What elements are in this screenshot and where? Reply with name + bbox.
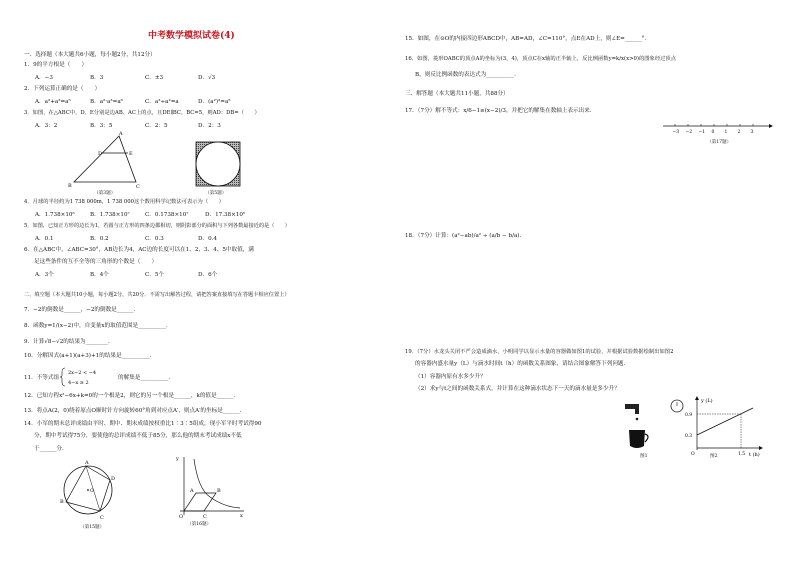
q6-option-a: A．3个 [35, 272, 54, 278]
x-arrow-icon [759, 446, 763, 450]
question-2: 2．下列运算正确的是（ ） [24, 86, 101, 92]
figure-2-caption: 图2 [710, 454, 718, 459]
q5-option-d: D．0.4 [198, 236, 217, 242]
q2-option-c: C．a³÷a²=a [145, 99, 179, 105]
inequality-1: 2x−2 < −4 [68, 370, 97, 376]
question-6: 6．在△ABC中，∠ABC=30°，AB边长为4，AC边的长度可以在1、2、3、4、5中取值，满 [24, 247, 254, 253]
figure-17-caption: （第17题） [707, 140, 732, 145]
label-c-16: C [203, 514, 207, 519]
water-drop-icon [636, 418, 639, 421]
label-c-15: C [100, 515, 104, 521]
question-12: 12．已知方程x²−6x+k=0的一个根是2，则它的另一个根是______，k的值是______． [24, 393, 239, 399]
question-14-cont: 分，期中考试得75分，要使他的总评成绩不低于85分，那么他的期末考试成绩x不低 [34, 433, 242, 439]
page-title: 中考数学模拟试卷(4) [148, 31, 235, 41]
q6-option-d: D．6个 [198, 272, 218, 278]
hyperbola-curve [194, 459, 240, 508]
number-line-label: −1 [698, 130, 706, 135]
graph-origin: O [691, 452, 695, 457]
question-4: 4．月球的半径约为1 738 000m，1 738 000这个数用科学记数法可表示为（ ） [24, 199, 225, 205]
question-3: 3．如图，在△ABC中，D、E分别是边AB、AC上的点，且DE∥BC，BC=5，则AD：DB=（ ） [24, 110, 260, 116]
label-c: C [136, 184, 140, 190]
question-16-cont: B，则反比例函数的表达式为__________． [415, 72, 520, 78]
figure-15-caption: （第15题） [80, 525, 105, 530]
question-7: 7．−2的倒数是______，−2的倒数是______． [24, 307, 140, 313]
label-e: E [129, 151, 133, 157]
label-d: D [98, 151, 103, 157]
question-19-part2: （2）求y与t之间的函数关系式，并计算在这种滴水状态下一天的滴水量是多少升？ [415, 386, 620, 392]
q1-option-a: A．−3 [35, 75, 53, 81]
q1-option-d: D．√3 [198, 75, 216, 81]
label-x-16: x [240, 513, 243, 519]
triangle-abc [74, 136, 136, 182]
q4-option-c: C．0.1738×10⁷ [145, 212, 189, 218]
faucet-icon [625, 404, 639, 409]
question-5: 5．如图，已知正方形的边长为1，若圆与正方形的四条边都相切，则阴影部分的面积与下列各数最接近的是（ ） [24, 223, 290, 229]
q5-option-a: A．0.1 [35, 236, 54, 242]
cup-handle [645, 434, 648, 442]
q4-option-b: B．1.738×10⁷ [90, 212, 130, 218]
inequality-2: 4−x ≥ 2 [68, 380, 89, 386]
label-a: A [119, 131, 123, 137]
graph-x-label: t (h) [749, 452, 760, 458]
label-o-16: O [179, 514, 184, 519]
question-16: 16．如图，菱形OABC的顶点A的坐标为(3，4)，顶点C在x轴的正半轴上，反比例函数y=k/x(x>0)的图象经过顶点 [405, 56, 677, 62]
number-line-label: −3 [672, 130, 680, 135]
question-11-suffix: 的解集是__________． [118, 375, 174, 381]
brace-icon [60, 368, 65, 386]
cup-icon [629, 430, 645, 448]
rhombus-oabc [184, 493, 216, 511]
graph-y-label: y (L) [701, 398, 713, 404]
q2-option-d: D．(a²)³=a⁵ [198, 99, 231, 105]
figure-15-circle [58, 458, 120, 522]
figure-16-caption: （第16题） [187, 522, 212, 527]
question-10: 10．分解因式(a+1)(a+3)+1的结果是__________． [24, 353, 156, 359]
label-b: B [68, 183, 72, 189]
figure-16-rhombus-graph [168, 455, 246, 519]
q4-option-d: D．17.38×10⁵ [205, 212, 246, 218]
number-line-label: 0 [711, 130, 715, 135]
label-b-15: B [60, 499, 64, 505]
question-11-prefix: 11．不等式组 [24, 375, 60, 381]
q6-option-c: C．5个 [145, 272, 165, 278]
number-line-label: −2 [685, 130, 693, 135]
number-line-label: 2 [737, 130, 741, 135]
q5-option-b: B．0.2 [90, 236, 109, 242]
section-2-heading: 二、填空题（本大题共10小题，每小题2分，共20分．不需写出解答过程，请把答案直接填写在答题卡相应位置上） [24, 292, 290, 298]
inscribed-circle [196, 142, 240, 186]
label-o-15: O [90, 489, 94, 494]
q6-option-b: B．4个 [90, 272, 109, 278]
label-b-16: B [217, 488, 221, 494]
arrow-right-icon [769, 124, 773, 128]
q2-option-a: A．a²+a³=a⁵ [35, 99, 71, 105]
number-line-label: 3 [750, 130, 754, 135]
center-point [87, 489, 89, 491]
q1-option-c: C．±3 [145, 75, 164, 81]
question-8: 8．函数y=1/(x−2)中，自变量x的取值范围是__________． [24, 323, 172, 329]
graph-y-tick-09: 0.9 [685, 413, 693, 418]
question-19-part1: （1）容器内原有水多少升？ [415, 374, 486, 380]
q3-option-b: B．3：5 [90, 123, 113, 129]
number-line-label: 1 [724, 130, 728, 135]
question-6-cont: 足这些条件的互不全等的三角形的个数是（ ） [34, 259, 158, 265]
q1-option-b: B．3 [90, 75, 104, 81]
graph-line [697, 408, 753, 435]
question-19-cont: 的容器内盛水量y（L）与滴水时间t（h）的函数关系图象，请结合图象解答下列问题． [415, 361, 630, 367]
question-18: 18．（7分）计算：(a²−ab)/a² ÷ (a/b − b/a)． [405, 233, 526, 239]
graph-x-tick-15: 1.5 [738, 452, 746, 457]
q3-option-d: D．2：3 [198, 123, 221, 129]
question-19: 19．（7分）水龙头关闭不严会造成滴水，小明同学以显示水量的容器做如图1的试验，并根据试验数据绘制出如图2 [405, 349, 674, 355]
label-d-15: D [111, 476, 116, 482]
q3-option-c: C．2：5 [145, 123, 168, 129]
figure-1-faucet [621, 398, 691, 456]
q3-option-a: A．3：2 [35, 123, 58, 129]
section-3-heading: 三、解答题（本大题共11小题，共88分） [405, 91, 509, 97]
label-a-15: A [85, 460, 89, 466]
label-y-16: y [176, 456, 179, 462]
figure-5-square-circle [194, 140, 242, 188]
question-9: 9．计算√8−√2的结果为________． [24, 339, 114, 345]
inequality-system [58, 366, 118, 388]
number-line [661, 120, 773, 136]
section-1-heading: 一、选择题（本大题共6小题，每小题2分，共12分） [24, 52, 156, 58]
figure-3-triangle [64, 130, 148, 192]
graph-y-tick-03: 0.3 [685, 434, 693, 439]
figure-5-caption: （第5题） [205, 191, 227, 196]
question-15: 15．如图，在⊙O的内接四边形ABCD中，AB=AD，∠C=110°，点E在AD上，则∠E=______°． [405, 36, 651, 42]
figure-3-caption: （第3题） [94, 191, 116, 196]
question-14-cont2: 于______分． [34, 446, 68, 452]
q2-option-b: B．a²·a³=a⁶ [90, 99, 123, 105]
question-13: 13．将点A(2，0)绕着原点O顺时针方向旋转60°角到对应点A′，则点A′的坐标是______． [24, 408, 246, 414]
question-17: 17．（7分）解不等式：x/6−1≥(x−2)/3，并把它的解集在数轴上表示出来． [405, 108, 596, 114]
question-1: 1．9的平方根是（ ） [24, 62, 88, 68]
figure-1-caption: 图1 [640, 454, 648, 459]
label-a-16: A [190, 488, 194, 494]
y-arrow-icon [695, 396, 699, 400]
question-14: 14．小军的期末总评成绩由平时、期中、期末成绩按权重比1∶3∶5组成，现小军平时考试得90 [24, 421, 262, 427]
q4-option-a: A．1.738×10⁶ [35, 212, 75, 218]
q5-option-c: C．0.3 [145, 236, 164, 242]
faucet-spout [635, 409, 639, 414]
figure-2-graph [683, 394, 763, 460]
